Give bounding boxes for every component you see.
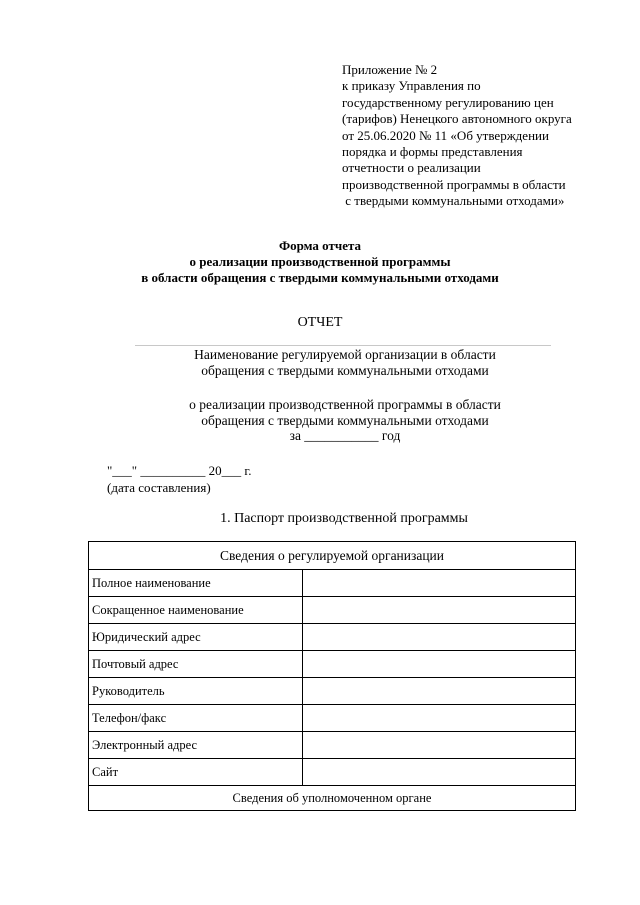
- appendix-line: государственному регулированию цен: [342, 94, 554, 110]
- row-value-cell[interactable]: [303, 705, 576, 732]
- row-label: Телефон/факс: [89, 705, 303, 732]
- report-subject: [0, 397, 640, 444]
- appendix-line: от 25.06.2020 № 11 «Об утверждении: [342, 127, 549, 143]
- appendix-line: производственной программы в области: [342, 176, 566, 192]
- row-label: Сайт: [89, 759, 303, 786]
- report-heading: ОТЧЕТ: [297, 315, 343, 330]
- row-value-cell[interactable]: [303, 651, 576, 678]
- divider: [135, 345, 551, 346]
- date-caption: (дата составления): [107, 480, 211, 495]
- table-row: [89, 732, 576, 759]
- table-row: [89, 570, 576, 597]
- row-label: Полное наименование: [89, 570, 303, 597]
- table-row: [89, 678, 576, 705]
- row-label: Руководитель: [89, 678, 303, 705]
- form-title: [0, 238, 640, 286]
- row-label: Почтовый адрес: [89, 651, 303, 678]
- table-header-row: [89, 542, 576, 570]
- form-title-line: о реализации производственной программы: [189, 254, 451, 269]
- date-line: "___" __________ 20___ г.: [107, 463, 252, 478]
- appendix-line: (тарифов) Ненецкого автономного округа: [342, 111, 572, 127]
- form-title-line: Форма отчета: [278, 238, 362, 253]
- table-row: [89, 651, 576, 678]
- table-subheader-row: [89, 786, 576, 811]
- table-row: [89, 597, 576, 624]
- row-label: Сокращенное наименование: [89, 597, 303, 624]
- row-value-cell[interactable]: [303, 624, 576, 651]
- appendix-block: [342, 62, 602, 210]
- compilation-date: [107, 462, 251, 496]
- row-label: Юридический адрес: [89, 624, 303, 651]
- row-value-cell[interactable]: [303, 570, 576, 597]
- appendix-line: порядка и формы представления: [342, 144, 523, 160]
- report-subject-line: о реализации производственной программы в области: [189, 397, 501, 412]
- table-row: [89, 624, 576, 651]
- table-row: [89, 759, 576, 786]
- table-row: [89, 705, 576, 732]
- report-subject-line: обращения с твердыми коммунальными отходами: [201, 412, 489, 428]
- appendix-line: Приложение № 2: [342, 62, 438, 77]
- org-name-line: обращения с твердыми коммунальными отходами: [201, 363, 489, 378]
- passport-table: [88, 541, 576, 811]
- row-value-cell[interactable]: [303, 597, 576, 624]
- appendix-line: с твердыми коммунальными отходами»: [342, 193, 565, 209]
- table-subheader: Сведения об уполномоченном органе: [89, 786, 576, 811]
- row-value-cell[interactable]: [303, 759, 576, 786]
- form-title-line: в области обращения с твердыми коммунальными отходами: [141, 270, 499, 285]
- report-year-line: за ___________ год: [289, 428, 401, 443]
- appendix-line: отчетности о реализации: [342, 160, 481, 176]
- section-title: 1. Паспорт производственной программы: [220, 511, 468, 526]
- appendix-line: к приказу Управления по: [342, 78, 481, 94]
- org-name-caption: [0, 347, 640, 379]
- row-value-cell[interactable]: [303, 678, 576, 705]
- row-label: Электронный адрес: [89, 732, 303, 759]
- table-header: Сведения о регулируемой организации: [89, 542, 576, 570]
- row-value-cell[interactable]: [303, 732, 576, 759]
- org-name-line: Наименование регулируемой организации в области: [194, 347, 496, 362]
